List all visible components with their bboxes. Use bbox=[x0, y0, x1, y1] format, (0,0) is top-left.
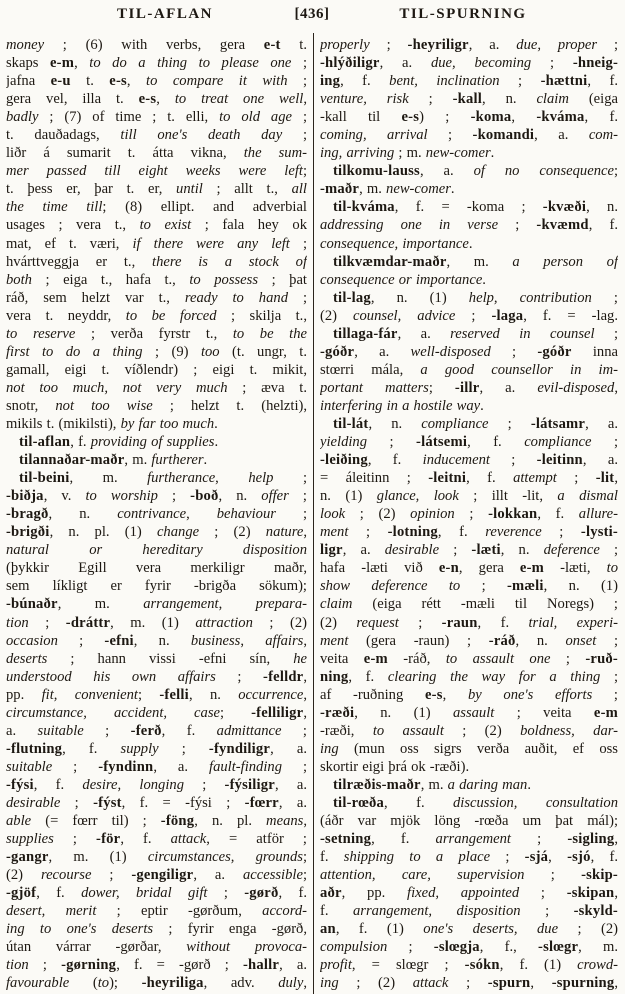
text-line: f. shipping to a place ; -sjá, -sjó, f. bbox=[320, 849, 618, 866]
text-line: til-kváma, f. = -koma ; -kvæði, n. bbox=[333, 199, 618, 216]
text-line: -fýsi, f. desire, longing ; -fýsiligr, a. bbox=[6, 776, 307, 793]
text-line: -gjöf, f. dower, bridal gift ; -gørð, f. bbox=[6, 885, 307, 902]
header-left-keyword: TIL-AFLAN bbox=[116, 6, 214, 22]
text-line: -ræði, n. (1) assault ; veita e-m bbox=[320, 704, 618, 721]
text-line: ing, arriving ; m. new-comer. bbox=[320, 145, 495, 162]
text-line: -flutning, f. supply ; -fyndiligr, a. bbox=[6, 740, 307, 757]
text-line: supplies ; -för, f. attack, = atför ; bbox=[6, 831, 307, 848]
text-line: til-aflan, f. providing of supplies. bbox=[19, 434, 219, 451]
text-line: t. dauðadags, till one's death day ; bbox=[6, 127, 307, 144]
text-line: circumstance, accident, case; -felliligr, bbox=[6, 704, 307, 721]
text-line: profit, = slœgr ; -sókn, f. (1) crowd- bbox=[320, 957, 618, 974]
text-line: usages ; vera t., to exist ; fala hey ok bbox=[6, 217, 307, 234]
text-line: jafna e-u t. e-s, to compare it with ; bbox=[6, 73, 307, 90]
text-line: til-lag, n. (1) help, contribution ; bbox=[333, 289, 618, 306]
text-line: mer passed till eight weeks were left; bbox=[6, 163, 307, 180]
text-line: skaps e-m, to do a thing to please one ; bbox=[6, 55, 307, 72]
text-line: tilkvæmdar-maðr, m. a person of bbox=[333, 253, 618, 270]
text-line: occasion ; -efni, n. business, affairs, bbox=[6, 632, 307, 649]
text-line: aðr, pp. fixed, appointed ; -skipan, bbox=[320, 885, 618, 902]
text-line: -bragð, n. contrivance, behaviour ; bbox=[6, 506, 307, 523]
text-line: (áðr var mjök löng -rœða um þat mál); bbox=[320, 813, 618, 830]
text-line: (2) recourse ; -gengiligr, a. accessible; bbox=[6, 867, 307, 884]
column-divider bbox=[313, 33, 314, 994]
text-line: tion ; -dráttr, m. (1) attraction ; (2) bbox=[6, 614, 307, 631]
text-line: properly ; -heyriligr, a. due, proper ; bbox=[320, 37, 618, 53]
text-line: addressing one in verse ; -kvæmd, f. bbox=[320, 217, 618, 234]
text-line: hvárttveggja er t., there is a stock of bbox=[6, 253, 307, 270]
left-column bbox=[6, 36, 307, 992]
text-line: ing ; (2) attack ; -spurn, -spurning, bbox=[320, 975, 618, 992]
text-line: mikils t. (mikilsti), by far too much. bbox=[6, 415, 218, 432]
text-line: consequence, importance. bbox=[320, 235, 473, 252]
text-line: = áleitinn ; -leitni, f. attempt ; -lit, bbox=[320, 470, 618, 487]
running-head bbox=[0, 6, 625, 28]
text-line: ning, f. clearing the way for a thing ; bbox=[320, 668, 618, 685]
text-line: ligr, a. desirable ; -læti, n. deference ; bbox=[320, 542, 618, 559]
text-line: ment (gera -raun) ; -ráð, n. onset ; bbox=[320, 632, 618, 649]
text-line: natural or hereditary disposition bbox=[6, 542, 307, 559]
text-line: snotr, not too wise ; helzt t. (helzti), bbox=[6, 397, 307, 414]
text-line: favourable (to); -heyriliga, adv. duly, bbox=[6, 975, 307, 992]
text-line: ráð, sem helzt var t., ready to hand ; bbox=[6, 289, 307, 306]
text-line: -setning, f. arrangement ; -sigling, bbox=[320, 831, 618, 848]
text-line: -búnaðr, m. arrangement, prepara- bbox=[6, 596, 307, 613]
text-line: able (= fœrr til) ; -föng, n. pl. means, bbox=[6, 813, 307, 830]
text-line: stœrri mála, a good counsellor in im- bbox=[320, 361, 618, 378]
text-line: t. þess er, þar t. er, until ; allt t., all bbox=[6, 181, 307, 198]
text-line: (2) request ; -raun, f. trial, experi- bbox=[320, 614, 618, 631]
text-line: (þykkir Egill vera merkiligr maðr, bbox=[6, 560, 307, 577]
text-line: -gangr, m. (1) circumstances, grounds; bbox=[6, 849, 307, 866]
text-line: a. suitable ; -ferð, f. admittance ; bbox=[6, 722, 307, 739]
text-line: -maðr, m. new-comer. bbox=[320, 181, 455, 198]
text-line: look ; (2) opinion ; -lokkan, f. allure- bbox=[320, 506, 618, 523]
text-line: money ; (6) with verbs, gera e-t t. bbox=[6, 37, 307, 53]
text-line: suitable ; -fyndinn, a. fault-finding ; bbox=[6, 758, 307, 775]
text-line: both ; eiga t., hafa t., to possess ; þat bbox=[6, 271, 307, 288]
text-line: liðr á sumarit t. átta vikna, the sum- bbox=[6, 145, 307, 162]
text-line: vera t. neyddr, to be forced ; skilja t., bbox=[6, 307, 307, 324]
text-line: deserts ; hann vissi -efni sín, he bbox=[6, 650, 307, 667]
text-line: desirable ; -fýst, f. = -fýsi ; -fœrr, a. bbox=[6, 794, 307, 811]
text-line: til-rœða, f. discussion, consultation bbox=[333, 794, 618, 811]
text-line: not too much, not very much ; æva t. bbox=[6, 379, 307, 396]
text-line: f. arrangement, disposition ; -skyld- bbox=[320, 903, 618, 920]
text-line: tillaga-fár, a. reserved in counsel ; bbox=[333, 325, 618, 342]
text-line: af -ruðning e-s, by one's efforts ; bbox=[320, 686, 618, 703]
text-line: -biðja, v. to worship ; -boð, n. offer ; bbox=[6, 488, 307, 505]
text-line: -hlýðiligr, a. due, becoming ; -hneig- bbox=[320, 55, 618, 72]
text-line: -brigði, n. pl. (1) change ; (2) nature, bbox=[6, 524, 307, 541]
text-line: compulsion ; -slœgja, f., -slœgr, m. bbox=[320, 939, 618, 956]
text-line: ment ; -lotning, f. reverence ; -lysti- bbox=[320, 524, 618, 541]
text-line: til-lát, n. compliance ; -látsamr, a. bbox=[333, 415, 618, 432]
text-line: gamall, eigi t. víðlendr) ; eigi t. mikit, bbox=[6, 361, 307, 378]
text-line: interfering in a hostile way. bbox=[320, 397, 484, 414]
text-line: tion ; -gørning, f. = -gørð ; -hallr, a. bbox=[6, 957, 307, 974]
text-line: (2) counsel, advice ; -laga, f. = -lag. bbox=[320, 307, 618, 324]
text-line: venture, risk ; -kall, n. claim (eiga bbox=[320, 91, 618, 108]
text-line: mat, ef t. væri, if there were any left ; bbox=[6, 235, 307, 252]
text-line: útan várrar -gørðar, without provoca- bbox=[6, 939, 307, 956]
header-right-keyword: TIL-SPURNING bbox=[399, 6, 527, 22]
text-line: gera vel, illa t. e-s, to treat one well, bbox=[6, 91, 307, 108]
text-line: n. (1) glance, look ; illt -lit, a dismal bbox=[320, 488, 618, 505]
text-line: to reserve ; verða fyrstr t., to be the bbox=[6, 325, 307, 342]
text-line: badly ; (7) of time ; t. elli, to old age ; bbox=[6, 109, 307, 126]
text-line: tilræðis-maðr, m. a daring man. bbox=[333, 776, 531, 793]
text-line: coming, arrival ; -komandi, a. com- bbox=[320, 127, 618, 144]
text-line: hafa -læti við e-n, gera e-m -læti, to bbox=[320, 560, 618, 577]
text-line: claim (eiga rétt -mæli til Noregs) ; bbox=[320, 596, 618, 613]
text-line: veita e-m -ráð, to assault one ; -ruð- bbox=[320, 650, 618, 667]
text-line: pp. fit, convenient; -felli, n. occurrence, bbox=[6, 686, 307, 703]
text-line: consequence or importance. bbox=[320, 271, 486, 288]
text-line: tilannaðar-maðr, m. furtherer. bbox=[19, 452, 208, 469]
right-column bbox=[320, 36, 618, 992]
text-line: show deference to ; -mæli, n. (1) bbox=[320, 578, 618, 595]
text-line: tilkomu-lauss, a. of no consequence; bbox=[333, 163, 618, 180]
text-line: desert, merit ; eptir -gørðum, accord- bbox=[6, 903, 307, 920]
text-line: an, f. (1) one's deserts, due ; (2) bbox=[320, 921, 618, 938]
text-line: the time till; (8) ellipt. and adverbial bbox=[6, 199, 307, 216]
text-line: yielding ; -látsemi, f. compliance ; bbox=[320, 434, 618, 451]
text-line: skortir eigi þrá ok -ræði). bbox=[320, 758, 470, 775]
text-line: -ræði, to assault ; (2) boldness, dar- bbox=[320, 722, 618, 739]
text-line: sem líkligt er fyrir -brigða sökum); bbox=[6, 578, 307, 595]
page-number: [436] bbox=[294, 6, 330, 22]
text-line: -kall til e-s) ; -koma, -kváma, f. bbox=[320, 109, 618, 126]
text-line: -leiðing, f. inducement ; -leitinn, a. bbox=[320, 452, 618, 469]
text-line: -góðr, a. well-disposed ; -góðr inna bbox=[320, 343, 618, 360]
text-line: til-beini, m. furtherance, help ; bbox=[19, 470, 307, 487]
text-line: ing (mun oss sigrs verða auðit, ef oss bbox=[320, 740, 618, 757]
text-line: ing to one's deserts ; fyrir enga -gørð, bbox=[6, 921, 307, 938]
text-line: portant matters; -illr, a. evil-disposed, bbox=[320, 379, 618, 396]
text-line: ing, f. bent, inclination ; -hættni, f. bbox=[320, 73, 618, 90]
text-line: attention, care, supervision ; -skip- bbox=[320, 867, 618, 884]
text-line: first to do a thing ; (9) too (t. ungr, t. bbox=[6, 343, 307, 360]
text-line: understood his own affairs ; -felldr, bbox=[6, 668, 307, 685]
